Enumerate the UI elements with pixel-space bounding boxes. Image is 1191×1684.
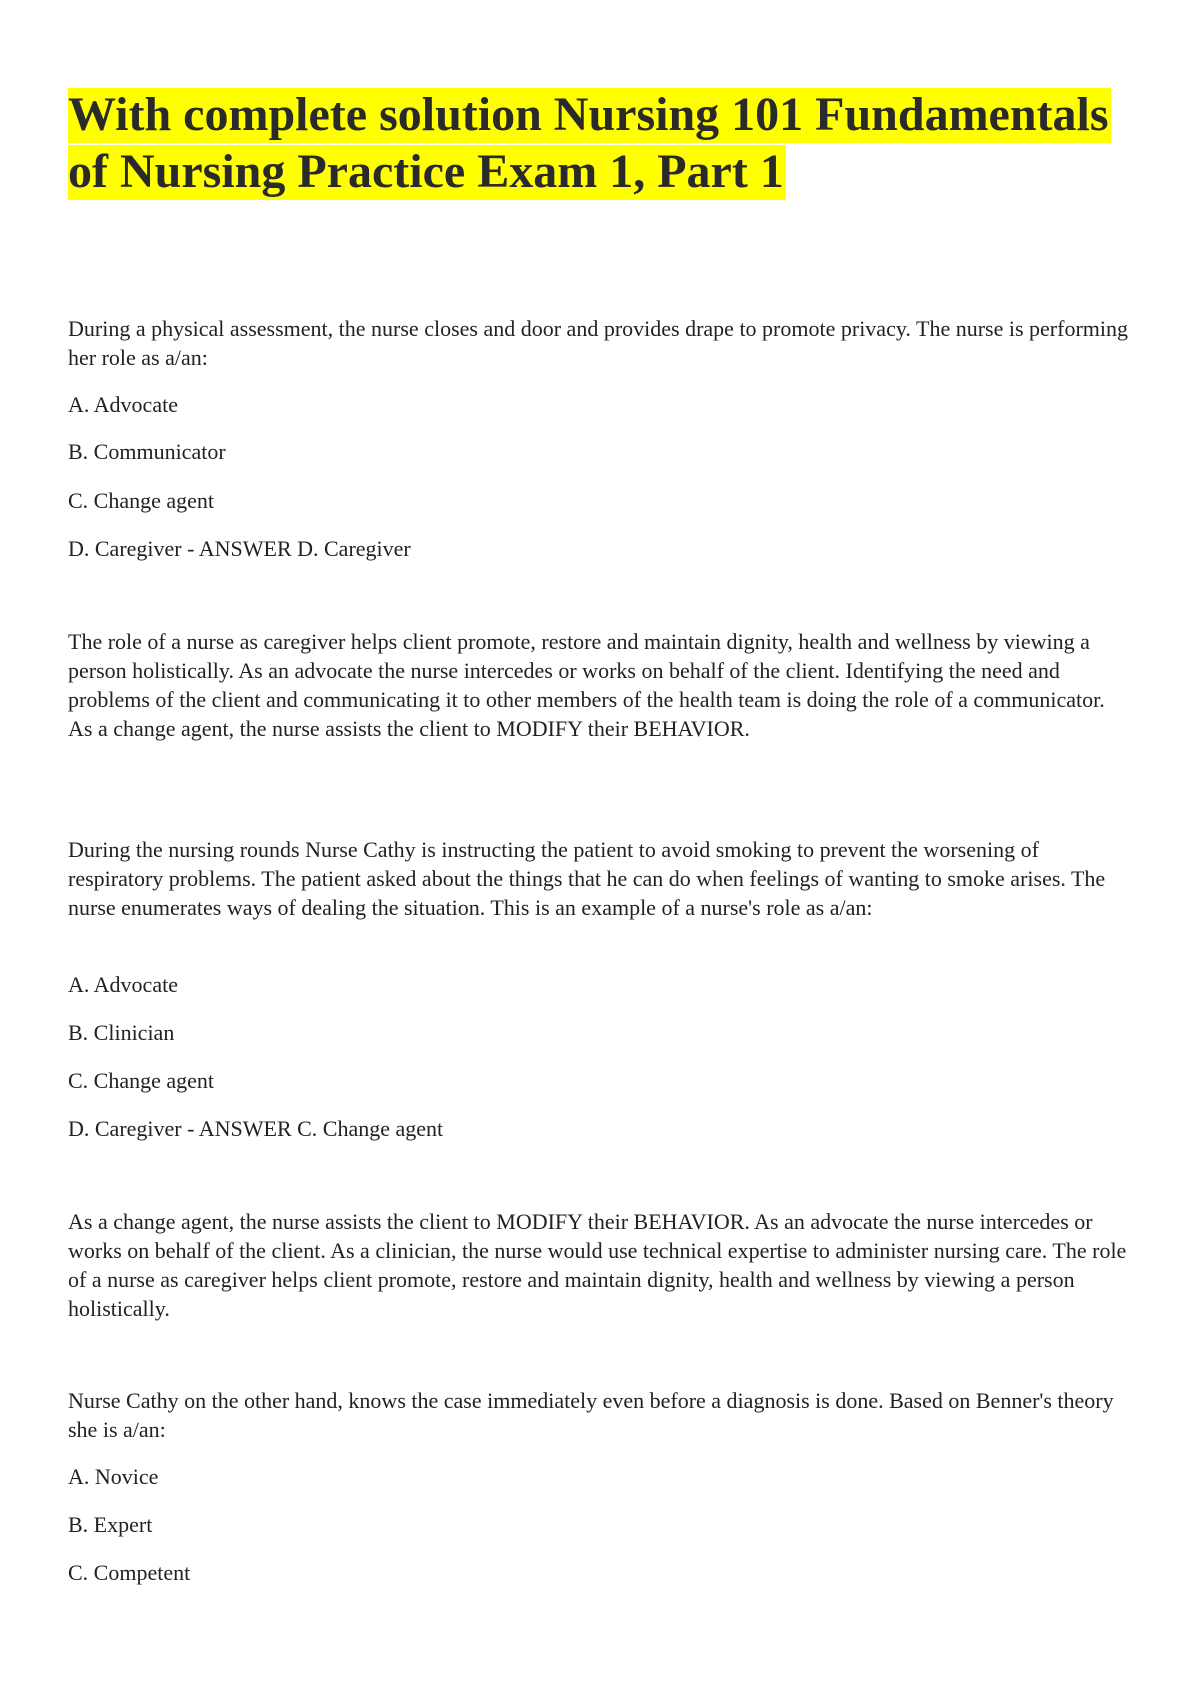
- question-2-option-d-answer: D. Caregiver - ANSWER C. Change agent: [68, 1116, 444, 1141]
- question-1-option-b: B. Communicator: [68, 439, 226, 464]
- question-2-option-c: C. Change agent: [68, 1068, 215, 1093]
- question-1-option-d-answer: D. Caregiver - ANSWER D. Caregiver: [68, 536, 411, 561]
- title-line-1: With complete solution Nursing 101 Fundamentals: [68, 88, 1109, 141]
- document-title: [68, 86, 1133, 200]
- question-3-option-c: C. Competent: [68, 1560, 191, 1585]
- question-2-rationale: As a change agent, the nurse assists the client to MODIFY their BEHAVIOR. As an advocate the nurse intercedes or works on behalf of the client. As a clinician, the nurse would use technical expertise to administer nursing care. The role of a nurse as caregiver helps client promote, restore and maintain dignity, health and wellness by viewing a person holistically.: [68, 1209, 1127, 1321]
- question-2-option-b: B. Clinician: [68, 1020, 175, 1045]
- question-3-option-a: A. Novice: [68, 1464, 159, 1489]
- question-2-text: During the nursing rounds Nurse Cathy is instructing the patient to avoid smoking to prevent the worsening of respiratory problems. The patient asked about the things that he can do when feelings of wanting to smoke arises. The nurse enumerates ways of dealing the situation. This is an example of a nurse's role as a/an:: [68, 837, 1106, 920]
- document-page: [68, 86, 1133, 200]
- question-1-text: During a physical assessment, the nurse closes and door and provides drape to promote privacy. The nurse is performing her role as a/an:: [68, 316, 1129, 370]
- question-3-text: Nurse Cathy on the other hand, knows the case immediately even before a diagnosis is done. Based on Benner's theory she is a/an:: [68, 1388, 1114, 1442]
- question-1-option-c: C. Change agent: [68, 488, 215, 513]
- question-1-rationale: The role of a nurse as caregiver helps client promote, restore and maintain dignity, health and wellness by viewing a person holistically. As an advocate the nurse intercedes or works on behalf of the client. Identifying the need and problems of the client and communicating it to other members of the health team is doing the role of a communicator. As a change agent, the nurse assists the client to MODIFY their BEHAVIOR.: [68, 629, 1105, 741]
- question-1-option-a: A. Advocate: [68, 392, 178, 417]
- question-3-option-b: B. Expert: [68, 1512, 153, 1537]
- title-line-2: of Nursing Practice Exam 1, Part 1: [68, 145, 784, 198]
- title-highlight: [68, 88, 1111, 200]
- question-2-option-a: A. Advocate: [68, 972, 178, 997]
